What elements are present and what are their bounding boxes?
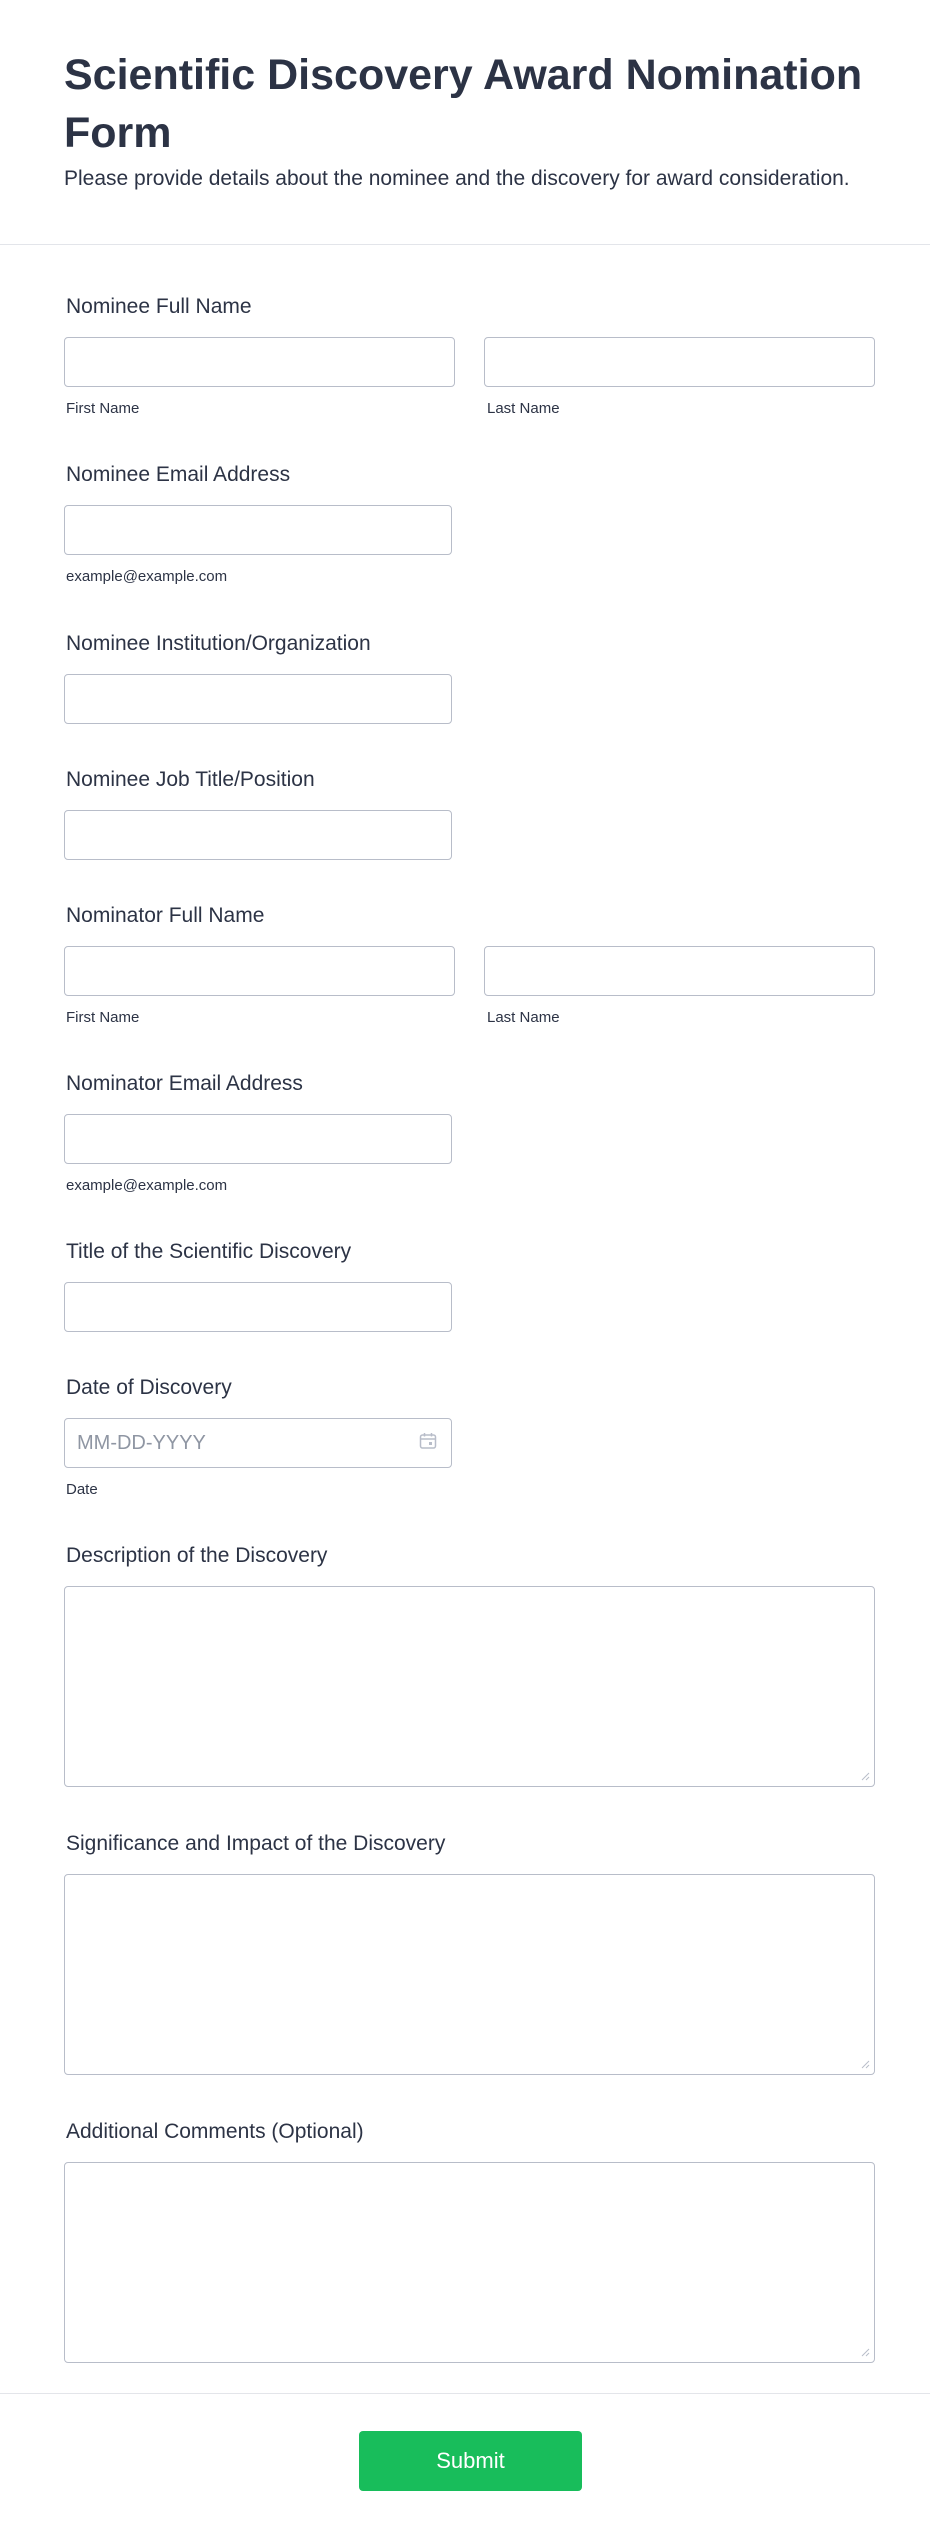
nominator-last-name-input[interactable]: [484, 946, 875, 996]
nominator-last-name-sublabel: Last Name: [487, 1009, 560, 1026]
nominee-email-sublabel: example@example.com: [66, 568, 228, 585]
nominee-last-name-sublabel: Last Name: [487, 400, 560, 417]
form-title: Scientific Discovery Award Nomination Form: [64, 51, 863, 157]
significance-label: Significance and Impact of the Discovery: [66, 1832, 446, 1855]
resize-grip-icon[interactable]: [860, 2059, 870, 2069]
discovery-title-input[interactable]: [64, 1282, 452, 1332]
nominee-job-title-label: Nominee Job Title/Position: [66, 768, 315, 791]
nominator-email-sublabel: example@example.com: [66, 1177, 228, 1194]
form-header: [0, 0, 930, 245]
discovery-date-input[interactable]: [64, 1418, 452, 1468]
resize-grip-icon[interactable]: [860, 1771, 870, 1781]
comments-textarea[interactable]: [64, 2162, 875, 2363]
nominee-email-label: Nominee Email Address: [66, 463, 291, 486]
nominee-email-input[interactable]: [64, 505, 452, 555]
discovery-date-sublabel: Date: [66, 1481, 98, 1498]
form-subtitle: Please provide details about the nominee and the discovery for award consideration.: [64, 167, 850, 190]
nominator-email-input[interactable]: [64, 1114, 452, 1164]
nominee-job-title-input[interactable]: [64, 810, 452, 860]
nominator-name-label: Nominator Full Name: [66, 904, 265, 927]
nominee-institution-input[interactable]: [64, 674, 452, 724]
description-textarea[interactable]: [64, 1586, 875, 1787]
nominee-first-name-input[interactable]: [64, 337, 455, 387]
calendar-icon[interactable]: [419, 1432, 437, 1450]
nominator-first-name-sublabel: First Name: [66, 1009, 140, 1026]
nominee-name-label: Nominee Full Name: [66, 295, 252, 318]
nominee-last-name-input[interactable]: [484, 337, 875, 387]
nominee-first-name-sublabel: First Name: [66, 400, 140, 417]
nominator-first-name-input[interactable]: [64, 946, 455, 996]
discovery-date-label: Date of Discovery: [66, 1376, 232, 1399]
footer-divider: [0, 2393, 930, 2394]
submit-button[interactable]: Submit: [359, 2431, 582, 2491]
discovery-title-label: Title of the Scientific Discovery: [66, 1240, 352, 1263]
comments-label: Additional Comments (Optional): [66, 2120, 364, 2143]
description-label: Description of the Discovery: [66, 1544, 328, 1567]
nominee-institution-label: Nominee Institution/Organization: [66, 632, 371, 655]
significance-textarea[interactable]: [64, 1874, 875, 2075]
resize-grip-icon[interactable]: [860, 2347, 870, 2357]
nominator-email-label: Nominator Email Address: [66, 1072, 303, 1095]
